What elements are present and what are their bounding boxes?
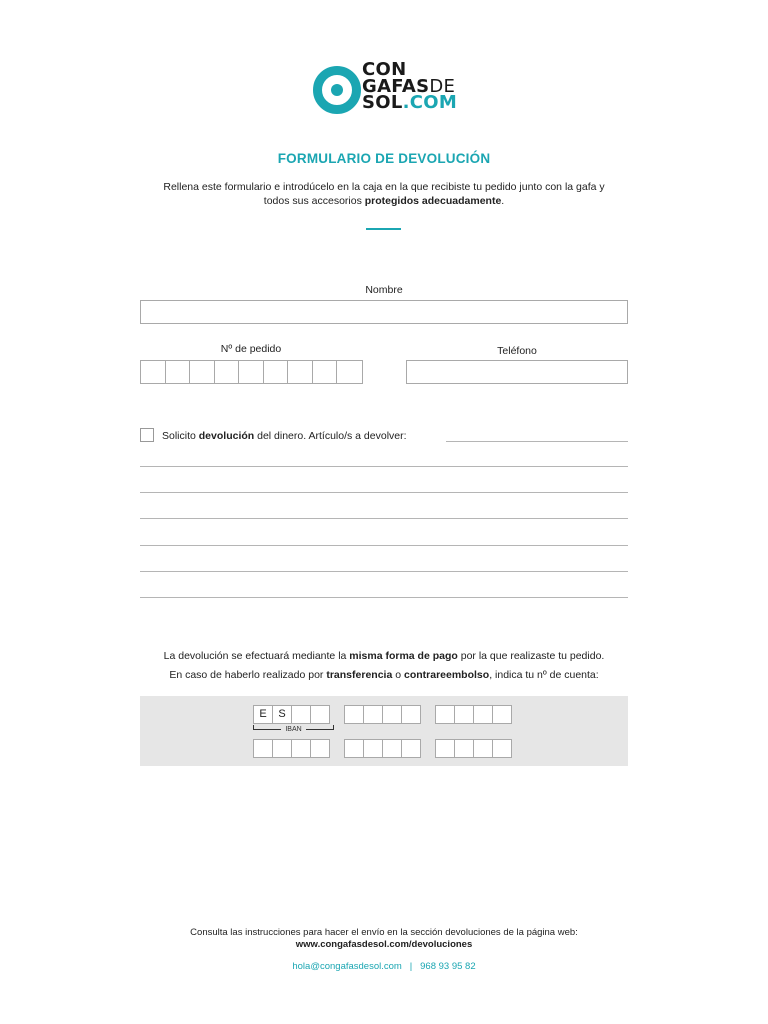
footer-url[interactable]: www.congafasdesol.com/devoluciones [295,939,473,950]
iban-char: S [272,705,292,724]
articulos-line[interactable] [140,466,628,467]
articulos-line[interactable] [140,597,628,598]
divider [366,228,401,230]
articulos-line[interactable] [140,545,628,546]
articulos-line[interactable] [140,492,628,493]
footer-separator: | [409,961,413,972]
footer-instructions: Consulta las instrucciones para hacer el envío en la sección devoluciones de la página web: [190,927,578,938]
form-intro: Rellena este formulario e introdúcelo en la caja en la que recibiste tu pedido junto con la gafa y todos sus accesorios protegidos adecuadamente. [163,181,605,207]
iban-char: E [253,705,273,724]
nombre-field[interactable] [140,300,628,324]
iban-group[interactable] [253,705,330,724]
pedido-field[interactable] [140,360,363,384]
pedido-label: Nº de pedido [220,343,282,355]
payment-line-1: La devolución se efectuará mediante la misma forma de pago por la que realizaste tu pedido. [163,650,605,662]
account-group[interactable] [344,705,421,724]
payment-line-2: En caso de haberlo realizado por transferencia o contrareembolso, indica tu nº de cuenta: [169,669,599,681]
logo-ring-icon [313,66,361,114]
iban-label: IBAN [253,725,334,735]
articulos-line[interactable] [446,441,628,442]
solicito-label: Solicito devolución del dinero. Artículo/s a devolver: [162,430,407,442]
footer-phone[interactable]: 968 93 95 82 [420,961,476,972]
account-group[interactable] [435,739,512,758]
devolucion-checkbox[interactable] [140,428,154,442]
account-group[interactable] [253,739,330,758]
articulos-line[interactable] [140,518,628,519]
telefono-field[interactable] [406,360,628,384]
logo: CON GAFASDE SOL.COM [362,59,458,113]
account-group[interactable] [435,705,512,724]
telefono-label: Teléfono [497,345,537,357]
form-title: FORMULARIO DE DEVOLUCIÓN [277,151,491,166]
articulos-line[interactable] [140,571,628,572]
account-group[interactable] [344,739,421,758]
footer-contact [0,961,768,972]
footer-email[interactable]: hola@congafasdesol.com [292,961,402,972]
nombre-label: Nombre [365,284,403,296]
